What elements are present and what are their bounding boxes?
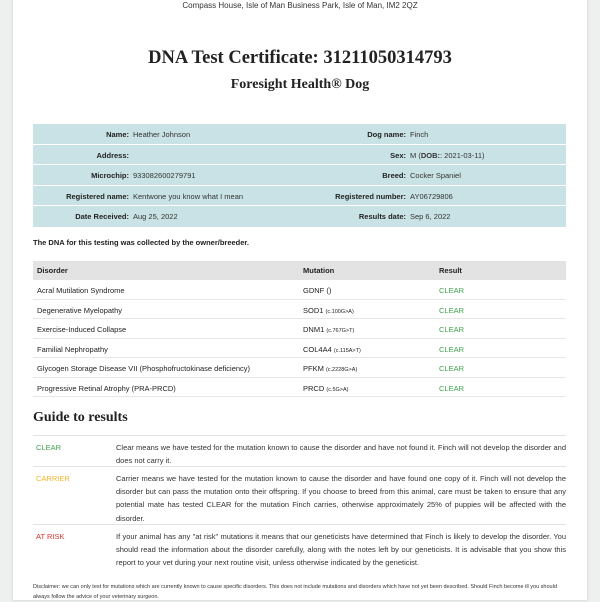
guide-desc-at-risk: If your animal has any "at risk" mutations it means that our geneticists have determined that Finch is likely to develop the disorder. You should read the information about the disorder carefully, along with the notes left by our geneticists. It is advisable that you show this report to your vet during your next routine visit, unless otherwise indicated by the geneticist.	[116, 532, 566, 568]
results-date-label: Results date:	[358, 212, 406, 221]
mutation-cell: PRCD (c.5G>A)	[303, 383, 349, 393]
header-mutation: Mutation	[303, 266, 335, 275]
guide-term-at-risk: AT RISK	[36, 532, 65, 541]
info-row-registered	[33, 186, 566, 207]
result-cell: CLEAR	[439, 344, 465, 354]
table-row	[33, 280, 566, 300]
info-row-name	[33, 124, 566, 145]
address-label: Address:	[96, 150, 129, 160]
results-table	[33, 261, 566, 397]
results-table-header	[33, 261, 566, 280]
registered-name-value: Kentwone you know what I mean	[133, 191, 244, 201]
result-cell: CLEAR	[439, 383, 465, 393]
guide-term-carrier: CARRIER	[36, 474, 70, 483]
test-name: Foresight Health® Dog	[230, 77, 370, 92]
disorder-cell: Acral Mutilation Syndrome	[37, 286, 125, 295]
date-received-label: Date Received:	[75, 212, 129, 221]
guide-item-carrier	[33, 466, 566, 525]
table-row	[33, 319, 566, 339]
disorder-cell: Progressive Retinal Atrophy (PRA-PRCD)	[37, 383, 176, 393]
table-row	[33, 358, 566, 378]
disorder-cell: Exercise-Induced Collapse	[37, 325, 127, 334]
result-cell: CLEAR	[439, 286, 465, 295]
guide-desc-carrier: Carrier means we have tested for the mutation known to cause the disorder and have found one copy of it. Finch will not develop the disorder but can pass the mutation onto their offspring. If you choose to breed from this animal, care must be taken to ensure that any potential mate has tested CLEAR for the mutation Finch carries, otherwise approximately 25% of puppies will be affected with the disorder.	[116, 474, 566, 523]
disorder-cell: Familial Nephropathy	[37, 344, 108, 354]
result-cell: CLEAR	[439, 364, 465, 373]
registered-number-label: Registered number:	[335, 191, 406, 201]
table-row	[33, 339, 566, 359]
mutation-cell: PFKM (c.2228G>A)	[303, 364, 358, 373]
certificate-title: DNA Test Certificate: 31211050314793	[148, 48, 452, 68]
info-row-microchip	[33, 165, 566, 186]
company-address: Compass House, Isle of Man Business Park, Isle of Man, IM2 2QZ	[182, 1, 418, 10]
table-row	[33, 378, 566, 398]
breed-value: Cocker Spaniel	[410, 171, 461, 180]
disclaimer: Disclaimer: we can only test for mutations which are currently known to cause specific disorders. This does not include mutations and disorders which have not yet been described. Should Finch become ill you should always follow the advice of your veterinary surgeon.	[33, 584, 557, 600]
mutation-cell: GDNF ()	[303, 286, 332, 295]
mutation-cell: SOD1 (c.100G>A)	[303, 305, 354, 315]
result-cell: CLEAR	[439, 305, 465, 315]
sex-dob-value: M (DOB:: 2021-03-11)	[410, 150, 485, 160]
results-date-value: Sep 6, 2022	[410, 212, 451, 221]
registered-number-value: AY06729806	[410, 191, 453, 201]
disorder-cell: Degenerative Myelopathy	[37, 305, 123, 315]
dog-name-label: Dog name:	[367, 130, 406, 139]
owner-name: Heather Johnson	[133, 130, 191, 139]
header-result: Result	[439, 266, 462, 275]
microchip-label: Microchip:	[91, 171, 129, 180]
table-row	[33, 300, 566, 320]
collection-note: The DNA for this testing was collected by the owner/breeder.	[33, 238, 250, 247]
name-label: Name:	[106, 130, 129, 139]
result-cell: CLEAR	[439, 325, 465, 334]
guide-term-clear: CLEAR	[36, 443, 62, 452]
dog-info-panel	[33, 124, 566, 227]
header-disorder: Disorder	[37, 266, 68, 275]
dog-name: Finch	[410, 130, 429, 139]
info-row-dates	[33, 206, 566, 227]
certificate-page	[13, 0, 587, 600]
mutation-cell: DNM1 (c.767G>T)	[303, 325, 355, 334]
guide-heading: Guide to results	[33, 410, 128, 425]
breed-label: Breed:	[382, 171, 406, 180]
registered-name-label: Registered name:	[66, 191, 129, 201]
microchip-value: 933082600279791	[133, 171, 196, 180]
date-received-value: Aug 25, 2022	[133, 212, 178, 221]
guide-item-at-risk	[33, 524, 566, 581]
disorder-cell: Glycogen Storage Disease VII (Phosphofructokinase deficiency)	[37, 364, 251, 373]
mutation-cell: COL4A4 (c.115A>T)	[303, 344, 361, 354]
sex-label: Sex:	[390, 150, 406, 160]
guide-item-clear	[33, 435, 566, 466]
info-row-address	[33, 145, 566, 166]
guide-desc-clear: Clear means we have tested for the mutation known to cause the disorder and have not found it. Finch will not develop the disorder and does not carry it.	[116, 443, 566, 466]
